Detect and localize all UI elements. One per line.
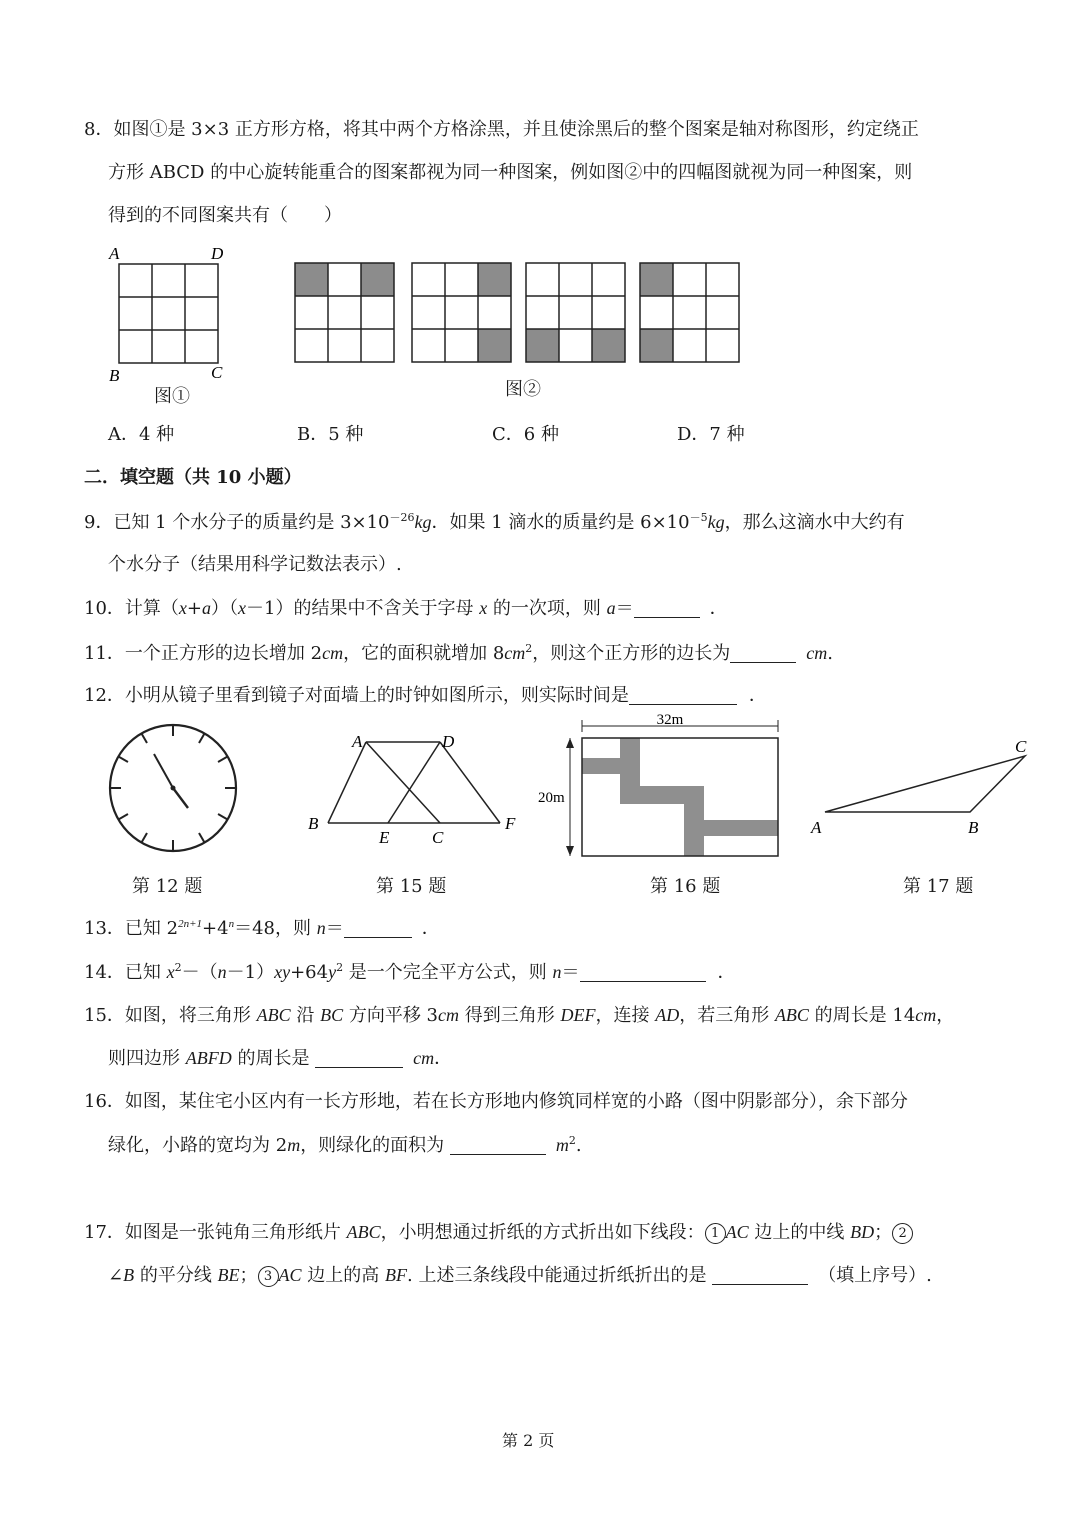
- clock-tick: [142, 833, 148, 843]
- answer-blank[interactable]: [344, 919, 412, 938]
- fig2-caption: 图②: [505, 379, 541, 400]
- grid-variant-2: [412, 263, 511, 362]
- label-a: A: [352, 732, 363, 751]
- answer-blank[interactable]: [315, 1049, 403, 1068]
- caption-q17: 第 17 题: [903, 876, 974, 897]
- label-b: B: [109, 366, 120, 385]
- caption-q15: 第 15 题: [376, 876, 447, 897]
- clock-figure: [104, 718, 244, 858]
- clock-tick: [199, 833, 205, 843]
- q13-line: 13．已知 $2^{2n+1}+4^n=48$，则 n＝ ．: [84, 918, 440, 939]
- label-f: F: [505, 814, 516, 833]
- q16-line-1: 16．如图，某住宅小区内有一长方形地，若在长方形地内修筑同样宽的小路（图中阴影部分），余下部分: [84, 1091, 908, 1112]
- q12-line: 12．小明从镜子里看到镜子对面墙上的时钟如图所示，则实际时间是 ．: [84, 685, 767, 706]
- option-b[interactable]: B．5 种: [297, 424, 364, 445]
- answer-blank[interactable]: [712, 1266, 808, 1285]
- q9-line-1: 9．已知 1 个水分子的质量约是 $3\times 10^{-26}kg$．如果 1 滴水的质量约是 $6\times 10^{-5}kg$，那么这滴水中大约有: [84, 511, 905, 533]
- option-d[interactable]: D．7 种: [677, 424, 745, 445]
- clock-tick: [118, 814, 128, 820]
- q17-line-1: 17．如图是一张钝角三角形纸片 ABC，小明想通过折纸的方式折出如下线段： 1 AC 边上的中线 BD； 2: [84, 1219, 913, 1246]
- path-shading: [582, 738, 778, 856]
- answer-blank[interactable]: [629, 686, 737, 705]
- q15-line-1: 15．如图，将三角形 ABC 沿 BC 方向平移 3cm 得到三角形 DEF，连接 AD，若三角形 ABC 的周长是 14cm，: [84, 1005, 955, 1026]
- clock-tick: [142, 733, 148, 743]
- label-c: C: [1015, 737, 1027, 756]
- label-b: B: [968, 818, 979, 837]
- label-d: D: [211, 244, 224, 263]
- answer-blank[interactable]: [730, 644, 796, 663]
- fig1-caption: 图①: [154, 386, 190, 407]
- figure-q16-rectangle: [530, 708, 790, 860]
- q11-line: 11．一个正方形的边长增加 2cm，它的面积就增加 $8cm^2$，则这个正方形的边长为 cm.: [84, 642, 834, 664]
- caption-q12: 第 12 题: [132, 876, 203, 897]
- figure-q17-triangle: [805, 732, 1045, 844]
- q17-line-2: ∠B 的平分线 BE； 3 AC 边上的高 BF. 上述三条线段中能通过折纸折出的是 （填上序号）.: [108, 1265, 932, 1286]
- clock-tick: [218, 814, 228, 820]
- q9-line-2: 个水分子（结果用科学记数法表示）.: [108, 554, 402, 575]
- hour-hand: [173, 788, 188, 808]
- page-number: 第 2 页: [502, 1431, 555, 1450]
- figure-q15-triangles: [300, 728, 530, 852]
- q8-line-2: 方形 ABCD 的中心旋转能重合的图案都视为同一种图案，例如图②中的四幅图就视为同一种图案，则: [108, 162, 913, 183]
- section-heading: 二．填空题（共 10 小题）: [84, 467, 302, 488]
- label-b: B: [308, 814, 319, 833]
- label-c: C: [432, 828, 444, 847]
- option-c[interactable]: C．6 种: [492, 424, 559, 445]
- label-a: A: [109, 244, 120, 263]
- option-a[interactable]: A．4 种: [108, 424, 175, 445]
- label-c: C: [211, 363, 223, 382]
- clock-tick: [118, 757, 128, 763]
- grid-variant-1: [295, 263, 394, 362]
- clock-tick: [218, 757, 228, 763]
- label-e: E: [379, 828, 390, 847]
- grid-variant-4: [640, 263, 739, 362]
- q8-line-3: 得到的不同图案共有（ ）: [108, 205, 342, 226]
- width-label: 32m: [656, 712, 684, 728]
- q14-line: 14．已知 $x^2-(n-1)xy+64y^2$ 是一个完全平方公式，则 n＝ ．: [84, 961, 736, 983]
- grid-variant-3: [526, 263, 625, 362]
- answer-blank[interactable]: [580, 963, 706, 982]
- figure-2-grids: [290, 258, 750, 368]
- q15-line-2: 则四边形 ABFD 的周长是 cm．: [108, 1048, 453, 1069]
- q16-line-2: 绿化，小路的宽均为 2m，则绿化的面积为 $m^2$.: [108, 1134, 582, 1156]
- answer-blank[interactable]: [450, 1136, 546, 1155]
- q8-line-1: 8．如图①是 3×3 正方形方格，将其中两个方格涂黑，并且使涂黑后的整个图案是轴对称图形，约定绕正: [84, 119, 919, 140]
- answer-blank[interactable]: [634, 599, 700, 618]
- caption-q16: 第 16 题: [650, 876, 721, 897]
- height-label: 20m: [538, 790, 565, 806]
- label-d: D: [442, 732, 455, 751]
- clock-tick: [199, 733, 205, 743]
- label-a: A: [811, 818, 822, 837]
- q10-line: 10．计算（x+a）（x－1）的结果中不含关于字母 x 的一次项，则 a＝ ．: [84, 598, 728, 619]
- minute-hand: [154, 754, 173, 788]
